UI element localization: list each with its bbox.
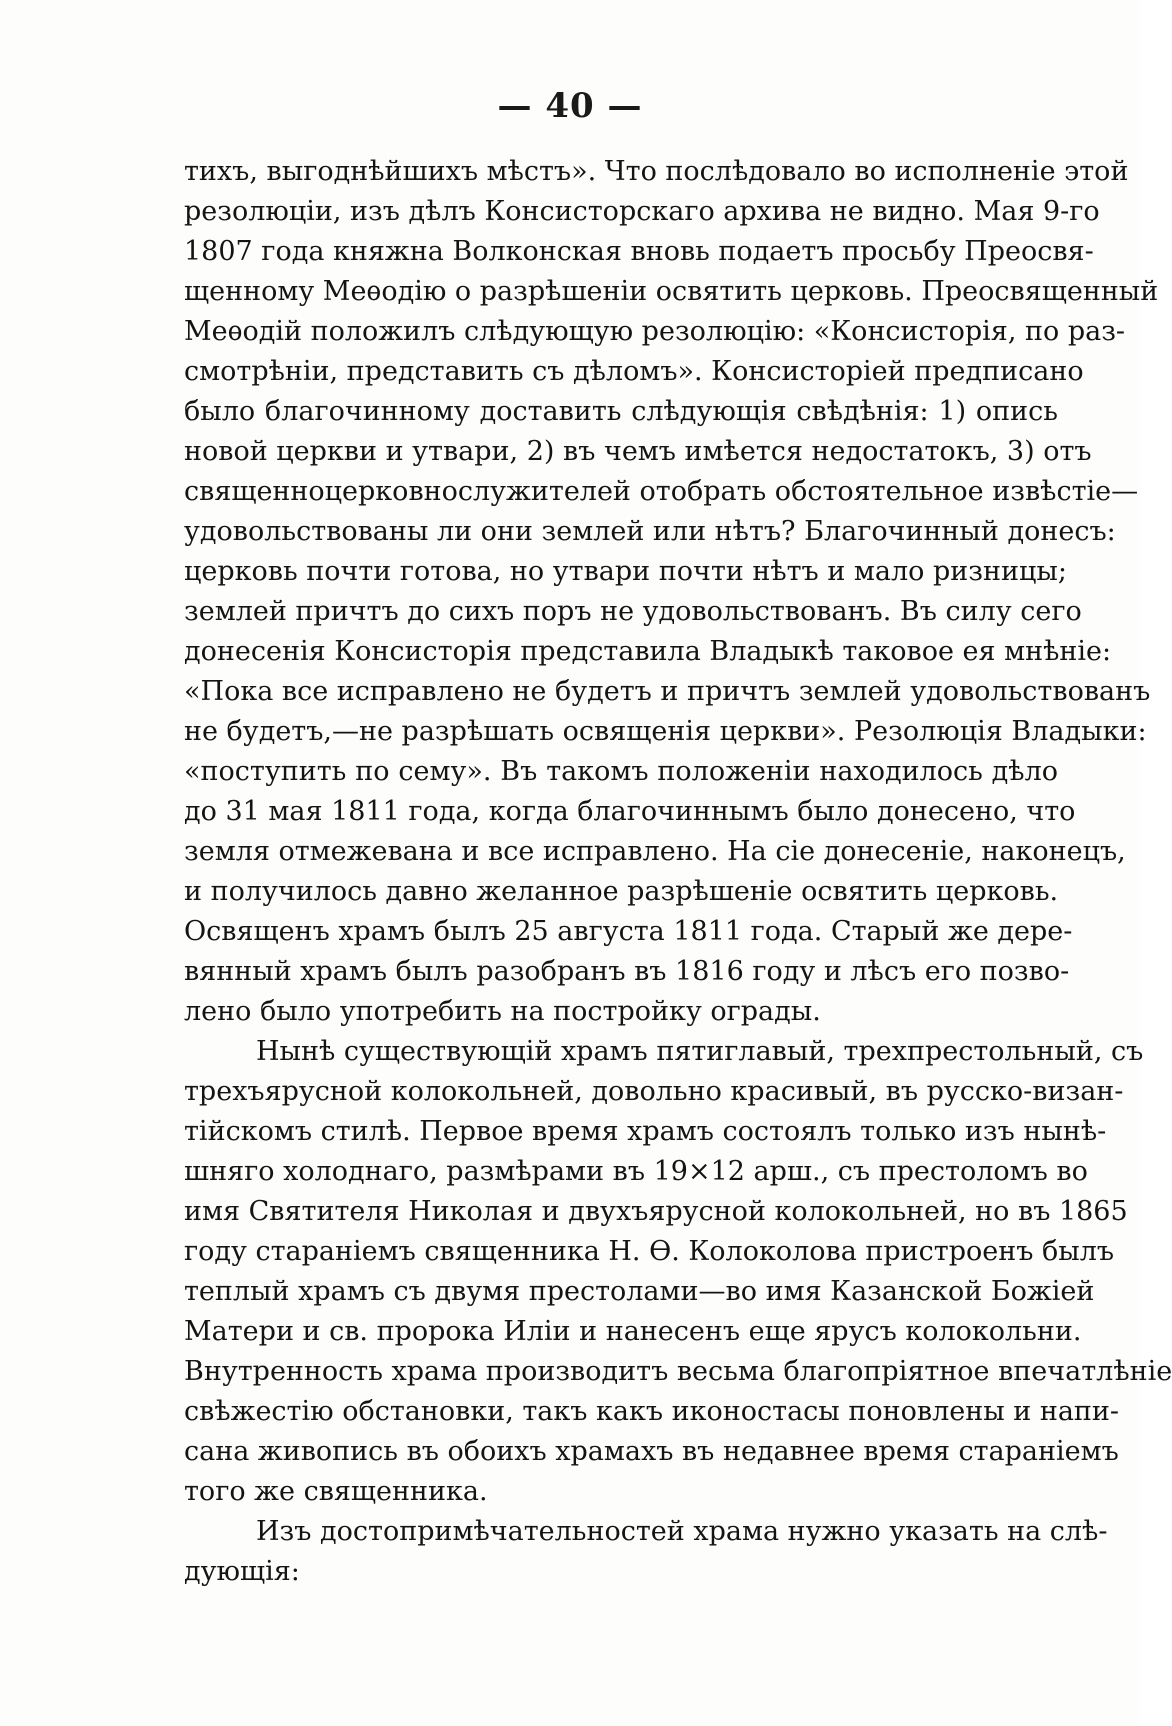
text-line: щенному Меѳодію о разрѣшеніи освятить церковь. Преосвященный (184, 276, 1159, 307)
text-line: смотрѣніи, представить съ дѣломъ». Консисторіей предписано (184, 356, 1084, 387)
text-line: Матери и св. пророка Иліи и нанесенъ еще ярусъ колокольни. (184, 1316, 1082, 1347)
text-line: и получилось давно желанное разрѣшеніе освятить церковь. (184, 876, 1059, 907)
text-line: Нынѣ существующій храмъ пятиглавый, трехпрестольный, съ (256, 1036, 1144, 1067)
text-line: Изъ достопримѣчательностей храма нужно указать на слѣ- (256, 1516, 1108, 1547)
text-line: 1807 года княжна Волконская вновь подаетъ просьбу Преосвя- (184, 236, 1094, 267)
text-line: земля отмежевана и все исправлено. На сіе донесеніе, наконецъ, (184, 836, 1126, 867)
text-line: свѣжестію обстановки, такъ какъ иконостасы поновлены и напи- (184, 1396, 1120, 1427)
text-line: лено было употребить на постройку ограды. (184, 996, 821, 1027)
text-line: Меѳодій положилъ слѣдующую резолюцію: «Консисторія, по раз- (184, 316, 1126, 347)
text-line: церковь почти готова, но утвари почти нѣтъ и мало ризницы; (184, 556, 1067, 587)
text-line: имя Святителя Николая и двухъярусной колокольней, но въ 1865 (184, 1196, 1128, 1227)
paragraph-3 (184, 1512, 1108, 1592)
text-line: шняго холоднаго, размѣрами въ 19×12 арш., съ престоломъ во (184, 1156, 1088, 1187)
text-line: тихъ, выгоднѣйшихъ мѣстъ». Что послѣдовало во исполненіе этой (184, 156, 1129, 187)
text-line: удовольствованы ли они землей или нѣтъ? Благочинный донесъ: (184, 516, 1116, 547)
text-line: землей причтъ до сихъ поръ не удовольствованъ. Въ силу сего (184, 596, 1082, 627)
text-line: до 31 мая 1811 года, когда благочиннымъ было донесено, что (184, 796, 1076, 827)
text-line: сана живопись въ обоихъ храмахъ въ недавнее время стараніемъ (184, 1436, 1119, 1467)
text-line: году стараніемъ священника Н. Ѳ. Колоколова пристроенъ былъ (184, 1236, 1115, 1267)
body-text (184, 152, 1172, 1592)
text-line: дующія: (184, 1556, 300, 1587)
text-line: новой церкви и утвари, 2) въ чемъ имѣется недостатокъ, 3) отъ (184, 436, 1092, 467)
paragraph-1 (184, 152, 1159, 1032)
text-line: не будетъ,—не разрѣшать освященія церкви». Резолюція Владыки: (184, 716, 1147, 747)
paragraph-2 (184, 1032, 1172, 1512)
text-line: донесенія Консисторія представила Владыкѣ таковое ея мнѣніе: (184, 636, 1112, 667)
text-line: «поступить по сему». Въ такомъ положеніи находилось дѣло (184, 756, 1058, 787)
text-line: теплый храмъ съ двумя престолами—во имя Казанской Божіей (184, 1276, 1095, 1307)
text-line: вянный храмъ былъ разобранъ въ 1816 году и лѣсъ его позво- (184, 956, 1070, 987)
text-line: священноцерковнослужителей отобрать обстоятельное извѣстіе— (184, 476, 1139, 507)
text-line: трехъярусной колокольней, довольно красивый, въ русско-визан- (184, 1076, 1124, 1107)
text-line: Освященъ храмъ былъ 25 августа 1811 года. Старый же дере- (184, 916, 1073, 947)
text-line: «Пока все исправлено не будетъ и причтъ землей удовольствованъ (184, 676, 1151, 707)
text-line: было благочинному доставить слѣдующія свѣдѣнія: 1) опись (184, 396, 1058, 427)
page-number: — 40 — (497, 86, 643, 126)
text-line: того же священника. (184, 1476, 488, 1507)
text-line: Внутренность храма производитъ весьма благопріятное впечатлѣніе (184, 1356, 1172, 1387)
text-line: резолюціи, изъ дѣлъ Консисторскаго архива не видно. Мая 9-го (184, 196, 1100, 227)
text-line: тійскомъ стилѣ. Первое время храмъ состоялъ только изъ нынѣ- (184, 1116, 1107, 1147)
